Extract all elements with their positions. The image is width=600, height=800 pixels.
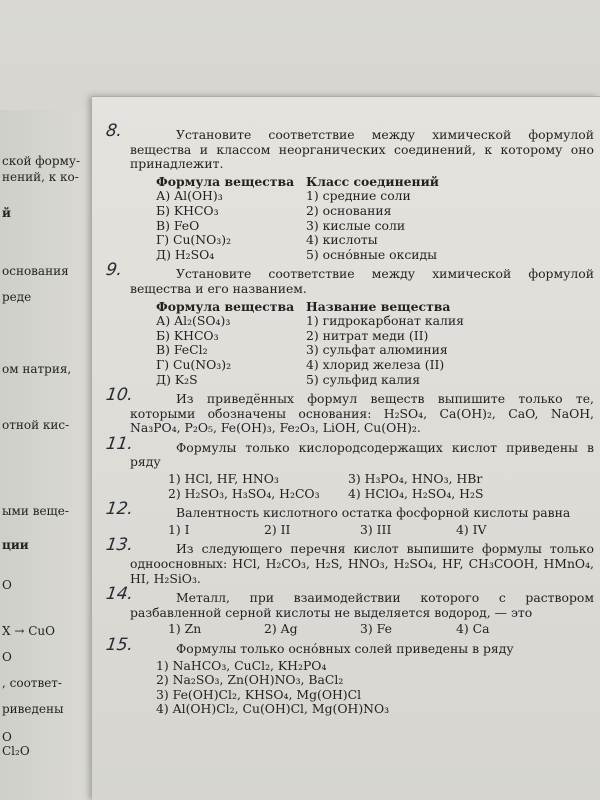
- task-text: Формулы только оснóвных солей приведены в ряду: [176, 641, 514, 656]
- left-fragment: O: [2, 578, 12, 592]
- task-text: Валентность кислотного остатка фосфорной кислоты равна: [176, 505, 571, 521]
- task-11: [104, 433, 594, 501]
- task-number: 12.: [104, 499, 135, 520]
- column-header: Класс соединений: [306, 173, 439, 189]
- answer-option: 2) II: [264, 521, 291, 537]
- task-13: [104, 535, 594, 586]
- left-fragment: O: [2, 650, 12, 664]
- task-15: [104, 635, 594, 717]
- task-number: 9.: [104, 260, 124, 281]
- answer-option: 2) H₂SO₃, H₃SO₄, H₂CO₃: [168, 485, 320, 501]
- option-row: [168, 622, 594, 637]
- answer-option: 3) Fe: [360, 621, 392, 637]
- task-number: 8.: [104, 121, 124, 141]
- answer-option: 4) Al(OH)Cl₂, Cu(OH)Cl, Mg(OH)NO₃: [156, 701, 390, 717]
- formula-item: В) FeO: [156, 217, 200, 233]
- formula-item: Д) H₂SO₄: [156, 246, 215, 262]
- answer-option: 1) NaHCO₃, CuCl₂, KH₂PO₄: [156, 657, 327, 673]
- left-fragment: Cl₂O: [2, 744, 30, 758]
- left-fragment: ом натрия,: [2, 362, 72, 376]
- class-item: 3) кислые соли: [306, 217, 406, 233]
- answer-option: 1) HCl, HF, HNO₃: [168, 471, 279, 487]
- formula-item: Г) Cu(NO₃)₂: [156, 356, 232, 372]
- answer-option: 4) IV: [456, 521, 487, 537]
- left-fragment: ции: [2, 538, 29, 552]
- task-number: 11.: [104, 433, 135, 454]
- class-item: 1) средние соли: [306, 188, 411, 204]
- formula-column: [156, 175, 306, 263]
- answer-options: [168, 622, 594, 637]
- answer-option: 2) Na₂SO₃, Zn(OH)NO₃, BaCl₂: [156, 672, 344, 688]
- left-fragment: риведены: [2, 702, 64, 716]
- name-item: 1) гидрокарбонат калия: [306, 313, 464, 329]
- task-text: Из приведённых формул веществ выпишите только те, которыми обозначены основания: H₂SO₄, Ca(OH)₂, CaO, NaOH, Na₃PO₄, P₂O₅, Fe(OH)₃, Fe₂O₃, LiOH, Cu(OH)₂.: [130, 391, 594, 436]
- task-12: [104, 499, 594, 537]
- class-item: 5) оснóвные оксиды: [306, 246, 438, 262]
- answer-option: 2) Ag: [264, 621, 298, 637]
- task-number: 14.: [104, 584, 135, 605]
- answer-option: 3) Fe(OH)Cl₂, KHSO₄, Mg(OH)Cl: [156, 686, 362, 702]
- task-text: Формулы только кислородсодержащих кислот приведены в ряду: [130, 439, 594, 470]
- class-item: 2) основания: [306, 202, 392, 218]
- left-fragment: отной кис-: [2, 418, 70, 432]
- left-fragment: ской форму-: [2, 154, 81, 168]
- matching-table: [156, 175, 594, 263]
- option-row: [168, 487, 594, 502]
- answer-options: [168, 523, 594, 538]
- answer-options: [156, 659, 594, 717]
- left-fragment: й: [2, 206, 11, 220]
- column-header: Формула вещества: [156, 173, 295, 189]
- formula-item: Д) K₂S: [156, 371, 198, 387]
- matching-table: [156, 300, 594, 388]
- task-10: [104, 385, 594, 436]
- class-column: [306, 175, 466, 263]
- page-content: [104, 121, 594, 722]
- answer-option: 1) I: [168, 521, 190, 537]
- name-item: 3) сульфат алюминия: [306, 342, 448, 358]
- option-row: [168, 523, 594, 538]
- name-item: 5) сульфид калия: [306, 371, 421, 387]
- answer-option: 1) Zn: [168, 621, 202, 637]
- answer-option: 4) Ca: [456, 621, 490, 637]
- task-number: 10.: [104, 385, 135, 406]
- left-page: [0, 110, 92, 800]
- answer-options: [168, 472, 594, 501]
- answer-option: 3) III: [360, 521, 392, 537]
- formula-item: Б) KHCO₃: [156, 327, 219, 343]
- task-text: Установите соответствие между химической формулой вещества и классом неорганических соединений, к которому оно принадлежит.: [130, 127, 594, 172]
- task-number: 15.: [104, 635, 135, 655]
- formula-item: Г) Cu(NO₃)₂: [156, 232, 232, 248]
- name-item: 4) хлорид железа (II): [306, 356, 445, 372]
- left-fragment: основания: [2, 264, 69, 278]
- column-header: Название вещества: [306, 298, 451, 314]
- formula-item: В) FeCl₂: [156, 342, 208, 358]
- name-column: [306, 300, 466, 388]
- task-8: [104, 121, 594, 262]
- column-header: Формула вещества: [156, 298, 295, 314]
- class-item: 4) кислоты: [306, 232, 378, 248]
- task-9: [104, 260, 594, 387]
- name-item: 2) нитрат меди (II): [306, 327, 429, 343]
- option-row: [168, 472, 594, 487]
- task-text: Установите соответствие между химической формулой вещества и его названием.: [130, 266, 594, 296]
- task-text: Из следующего перечня кислот выпишите формулы только одноосновных: HCl, H₂CO₃, H₂S, HNO₃, H₂SO₄, HF, CH₃COOH, HMnO₄, HI, H₂SiO₃.: [130, 541, 594, 586]
- formula-item: Б) KHCO₃: [156, 202, 219, 218]
- page-edge: [92, 96, 600, 97]
- task-14: [104, 584, 594, 637]
- left-fragment: нений, к ко-: [2, 170, 79, 184]
- formula-item: А) Al₂(SO₄)₃: [156, 313, 231, 329]
- left-fragment: реде: [2, 290, 32, 304]
- answer-option: 4) HClO₄, H₂SO₄, H₂S: [348, 485, 484, 501]
- task-text: Металл, при взаимодействии которого с раствором разбавленной серной кислоты не выделяется водород, — это: [130, 590, 594, 620]
- left-fragment: O: [2, 730, 12, 744]
- task-number: 13.: [104, 535, 135, 556]
- left-fragment: , соответ-: [2, 676, 62, 690]
- left-fragment: ыми веще-: [2, 504, 69, 518]
- left-fragment: X → CuO: [2, 624, 55, 638]
- answer-option: 3) H₃PO₄, HNO₃, HBr: [348, 471, 483, 487]
- formula-column: [156, 300, 306, 388]
- formula-item: А) Al(OH)₃: [156, 188, 223, 204]
